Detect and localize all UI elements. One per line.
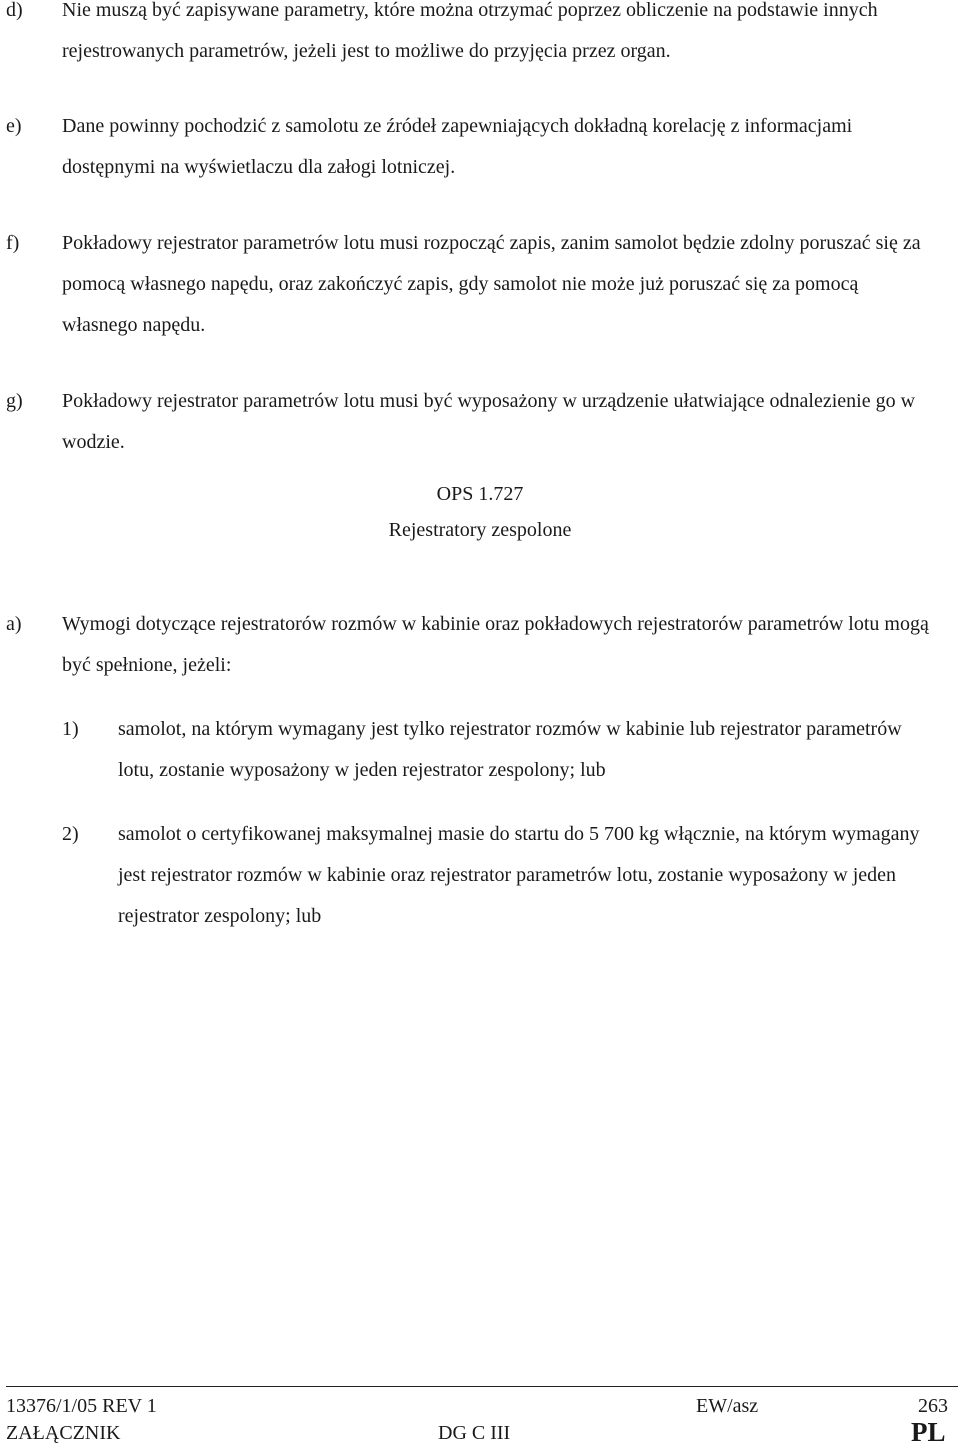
paragraph-g	[6, 381, 936, 463]
subitem-text: samolot, na którym wymagany jest tylko rejestrator rozmów w kabinie lub rejestrator parametrów lotu, zostanie wyposażony w jeden rejestrator zespolony; lub	[118, 718, 902, 781]
paragraph-text: Pokładowy rejestrator parametrów lotu musi być wyposażony w urządzenie ułatwiające odnalezienie go w wodzie.	[62, 390, 916, 453]
subitem-label: 1)	[62, 718, 79, 740]
paragraph-a	[6, 604, 936, 686]
subitem-2	[62, 814, 942, 937]
section-heading	[0, 476, 960, 548]
paragraph-e	[6, 106, 936, 188]
footer-annex: ZAŁĄCZNIK	[6, 1422, 121, 1444]
paragraph-text: Wymogi dotyczące rejestratorów rozmów w kabinie oraz pokładowych rejestratorów parametrów lotu mogą być spełnione, jeżeli:	[62, 613, 929, 676]
paragraph-label: e)	[6, 115, 22, 137]
paragraph-label: a)	[6, 613, 22, 635]
paragraph-f	[6, 223, 936, 346]
section-code: OPS 1.727	[436, 483, 524, 505]
footer-page-number: 263	[918, 1395, 948, 1417]
subitem-label: 2)	[62, 823, 79, 845]
footer-initials: EW/asz	[696, 1395, 759, 1417]
subitem-1	[62, 709, 942, 791]
footer-divider	[6, 1386, 958, 1387]
paragraph-label: g)	[6, 390, 23, 412]
subitem-text: samolot o certyfikowanej maksymalnej masie do startu do 5 700 kg włącznie, na którym wymagany jest rejestrator rozmów w kabinie oraz rejestrator parametrów lotu, zostanie wyposażony w jeden rejestrator zespolony; lub	[118, 823, 920, 927]
paragraph-label: d)	[6, 0, 23, 21]
paragraph-text: Dane powinny pochodzić z samolotu ze źródeł zapewniających dokładną korelację z informacjami dostępnymi na wyświetlaczu dla załogi lotniczej.	[62, 115, 853, 178]
paragraph-label: f)	[6, 232, 20, 254]
section-title: Rejestratory zespolone	[388, 519, 572, 541]
footer-doc-ref: 13376/1/05 REV 1	[6, 1395, 157, 1417]
paragraph-text: Pokładowy rejestrator parametrów lotu musi rozpocząć zapis, zanim samolot będzie zdolny poruszać się za pomocą własnego napędu, oraz zakończyć zapis, gdy samolot nie może już poruszać się za pomocą własnego napędu.	[62, 232, 921, 336]
paragraph-text: Nie muszą być zapisywane parametry, które można otrzymać poprzez obliczenie na podstawie innych rejestrowanych parametrów, jeżeli jest to możliwe do przyjęcia przez organ.	[62, 0, 878, 62]
paragraph-d	[6, 0, 936, 72]
footer-dg: DG C III	[438, 1422, 511, 1444]
footer-language-code: PL	[911, 1417, 946, 1447]
